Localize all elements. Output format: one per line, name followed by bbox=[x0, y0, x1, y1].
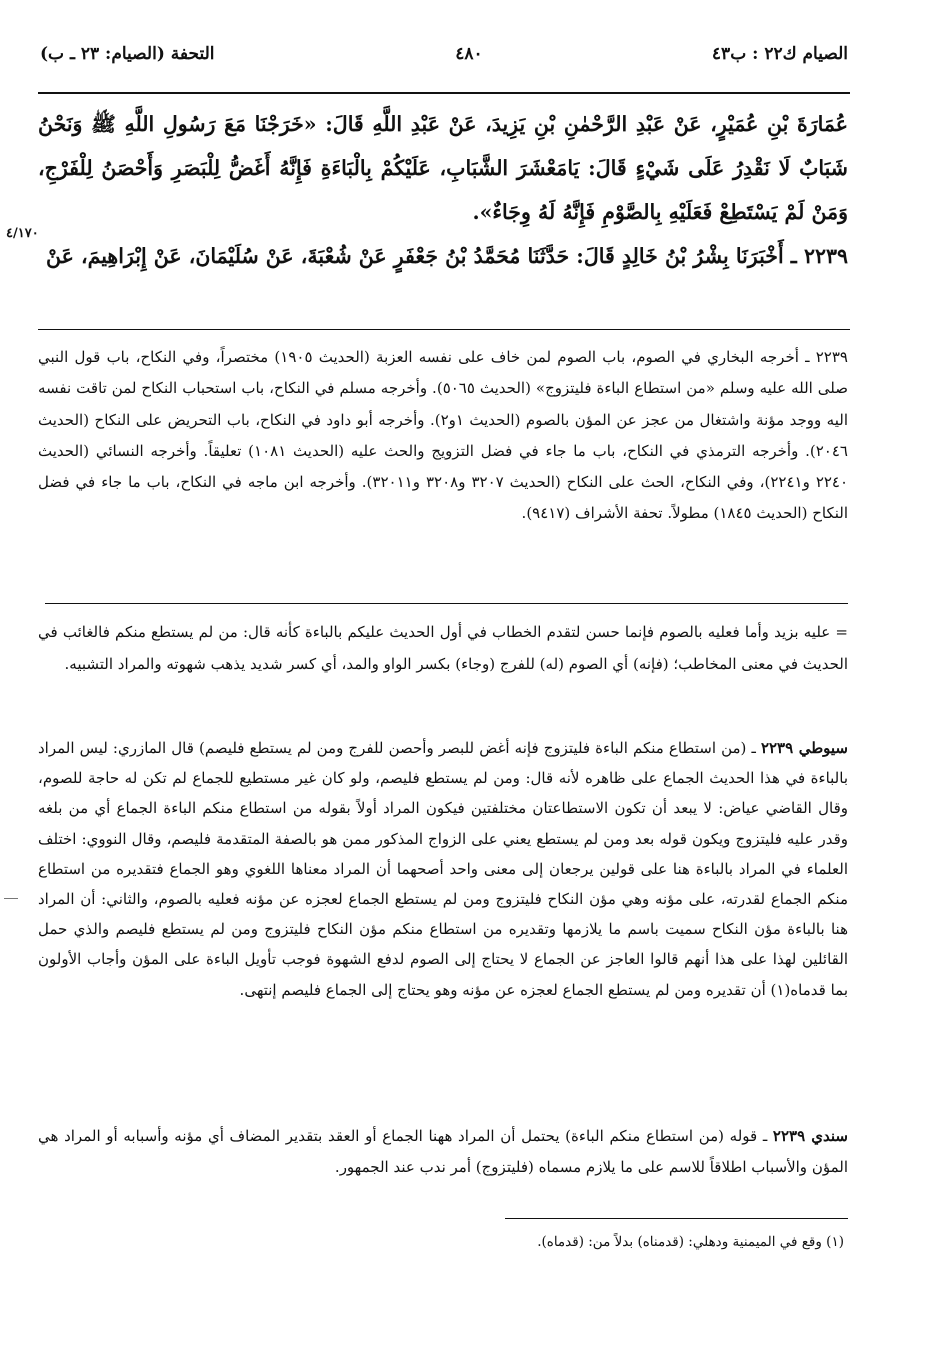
margin-volume-reference: ٤/١٧٠ bbox=[6, 226, 39, 241]
commentary-divider bbox=[45, 603, 848, 604]
hadith-next-isnad: ٢٢٣٩ ـ أَخْبَرَنَا بِشْرُ بْنُ خَالِدٍ قَالَ: حَدَّثَنَا مُحَمَّدُ بْنُ جَعْفَرٍ عَنْ شُعْبَةَ، عَنْ سُلَيْمَانَ، عَنْ إِبْرَاهِيمَ، عَنْ bbox=[46, 244, 848, 268]
sindi-commentary bbox=[38, 1121, 848, 1191]
header-chapter-ref: الصيام ك٢٢ : ب٤٣ bbox=[711, 44, 848, 64]
sindi-label: سندي ٢٢٣٩ bbox=[772, 1127, 848, 1145]
commentary-continuation: = عليه بزيد وأما فعليه بالصوم فإنما حسن لتقدم الخطاب في أول الحديث عليكم بالباءة كأنه قال: من لم يستطع منكم فالغائب في الحديث في معنى المخاطب؛ (فإنه) أي الصوم (له) للفرج (وجاء) بكسر الواو والمد، أي كسر شديد يذهب شهوته والمراد التشبيه. bbox=[38, 623, 848, 673]
header-tuhfa-ref: التحفة (الصيام: ٢٣ ـ ب) bbox=[40, 44, 215, 64]
page-number: ٤٨٠ bbox=[455, 44, 483, 64]
header-divider bbox=[38, 92, 850, 94]
hadith-text: عُمَارَةَ بْنِ عُمَيْرٍ، عَنْ عَبْدِ الرَّحْمٰنِ بْنِ يَزِيدَ، عَنْ عَبْدِ اللَّهِ قَالَ: «خَرَجْنَا مَعَ رَسُولِ اللَّهِ ﷺ وَنَحْنُ شَبَابٌ لَا نَقْدِرُ عَلَى شَيْءٍ قَالَ: يَامَعْشَرَ الشَّبَابِ، عَلَيْكُمْ بِالْبَاءَةِ فَإِنَّهُ أَغَضُّ لِلْبَصَرِ وَأَحْصَنُ لِلْفَرْجِ، وَمَنْ لَمْ يَسْتَطِعْ فَعَلَيْهِ بِالصَّوْمِ فَإِنَّهُ لَهُ وِجَاءٌ». bbox=[38, 112, 848, 224]
suyuti-text: ـ (من استطاع منكم الباءة فليتزوج فإنه أغض للبصر وأحصن للفرج ومن لم يستطع فليصم) قال المازري: ليس المراد بالباءة في هذا الحديث الجماع على ظاهره لأنه قال: ومن لم يستطع فليصم، ولو كان غير مستطيع للجماع لم تكن له حاجة للصوم، وقال القاضي عياض: لا يبعد أن تكون الاستطاعتان مختلفتين فيكون المراد أولاً بقوله من استطاع منكم الباءة الجماع أي من بلغه وقدر عليه فليتزوج ويكون قوله بعد ومن لم يستطع يعني على الزواج المذكور ممن هو بالصفة المتقدمة فليصم، وقال النووي: اختلف العلماء في المراد بالباءة هنا على قولين يرجعان إلى معنى واحد أصحهما أن المراد معناها اللغوي وهو الجماع فتقديره من استطاع منكم الجماع لقدرته، على مؤنه وهي مؤن النكاح فليتزوج ومن لم يستطع الجماع لعجزه عن مؤنه فعليه بالصوم، والثاني: أن المراد هنا بالباءة مؤن النكاح سميت باسم ما يلازمها وتقديره من استطاع منكم مؤن النكاح فليتزوج ومن لم يستطع فليصم والذي حمل القائلين لهذا على هذا أنهم قالوا العاجز عن الجماع لا يحتاج إلى الصوم لدفع الشهوة فوجب تأويل الباءة على المؤن وأجاب الأولون بما قدماه(١) أن تقديره ومن لم يستطع الجماع لعجزه عن مؤنه وهو يحتاج إلى الجماع فليصم إنتهى. bbox=[38, 739, 848, 999]
main-text-divider bbox=[38, 329, 850, 330]
sindi-text: ـ قوله (من استطاع منكم الباءة) يحتمل أن المراد ههنا الجماع أو العقد بتقدير المضاف أي مؤنه وأسبابه أو المراد هي المؤن والأسباب اطلاقاً للاسم على ما يلازم مسماه (فليتزوج) أمر ندب عند الجمهور. bbox=[38, 1127, 848, 1176]
suyuti-commentary bbox=[38, 733, 848, 1095]
footnote: (١) وقع في الميمنية ودهلي: (قدمناه) بدلاً من: (قدماه). bbox=[537, 1234, 844, 1250]
takhrij-note: ٢٢٣٩ ـ أخرجه البخاري في الصوم، باب الصوم لمن خاف على نفسه العزبة (الحديث ١٩٠٥) مختصراً، وفي النكاح، باب قول النبي صلى الله عليه وسلم «من استطاع الباءة فليتزوج» (الحديث ٥٠٦٥). وأخرجه مسلم في النكاح، باب استحباب النكاح لمن تاقت نفسه اليه ووجد مؤنة واشتغال من عجز عن المؤن بالصوم (الحديث ١و٢). وأخرجه أبو داود في النكاح، باب التحريض على النكاح (الحديث ٢٠٤٦). وأخرجه الترمذي في النكاح، باب ما جاء في فضل التزويج والحث عليه (الحديث ١٠٨١) تعليقاً. وأخرجه النسائي (الحديث ٢٢٤٠ و٢٢٤١)، وفي النكاح، الحث على النكاح (الحديث ٣٢٠٧ و٣٢٠٨ و٣٢٠١١). وأخرجه ابن ماجه في النكاح، باب ما جاء في فضل النكاح (الحديث ١٨٤٥) مطولاً. تحفة الأشراف (٩٤١٧). bbox=[38, 348, 849, 523]
margin-mark bbox=[4, 898, 18, 899]
suyuti-label: سيوطي ٢٢٣٩ bbox=[760, 739, 848, 757]
hadith-text-block bbox=[38, 102, 848, 317]
footnote-divider bbox=[505, 1218, 848, 1219]
